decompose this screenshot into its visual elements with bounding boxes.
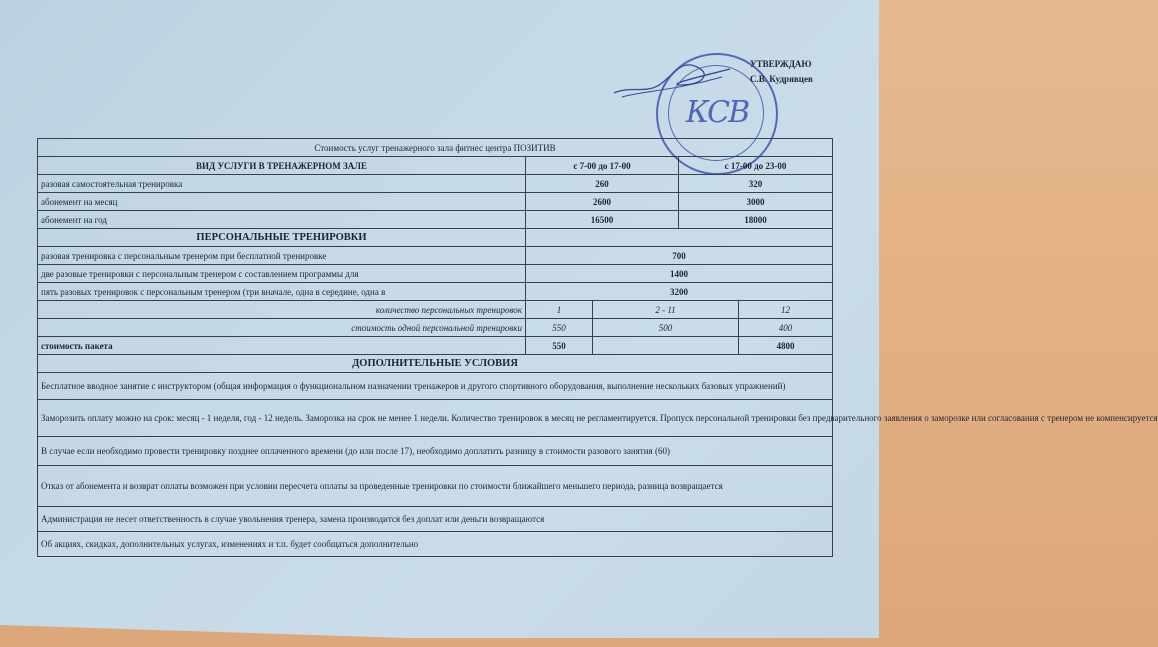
day-price: 2600 [526,193,679,211]
count-label: количество персональных тренировок [38,301,526,319]
table-row [38,337,833,355]
condition-row [38,437,833,466]
approval-signer: С.В. Кудрявцев [750,74,813,84]
section-row [38,229,833,247]
unit-price-value: 400 [739,319,833,337]
table-row [38,175,833,193]
approval-heading: УТВЕРЖДАЮ [750,59,812,69]
condition-text: Отказ от абонемента и возврат оплаты возможен при условии пересчета оплаты за проведенные тренировки по стоимости ближайшего меньшего периода, разница возвращается [38,466,833,507]
personal-section-title: ПЕРСОНАЛЬНЫЕ ТРЕНИРОВКИ [38,229,526,247]
unit-price-value: 500 [593,319,739,337]
count-value: 12 [739,301,833,319]
table-title: Стоимость услуг тренажерного зала фитнес центра ПОЗИТИВ [38,139,833,157]
package-value: 4800 [739,337,833,355]
condition-row [38,373,833,400]
header-service: ВИД УСЛУГИ В ТРЕНАЖЕРНОМ ЗАЛЕ [38,157,526,175]
condition-row [38,400,833,437]
evening-price: 18000 [679,211,833,229]
section-row [38,355,833,373]
count-value: 2 - 11 [593,301,739,319]
table-row [38,211,833,229]
service-name: абонемент на месяц [38,193,526,211]
price-table [37,138,1158,557]
condition-text: Бесплатное вводное занятие с инструктором (общая информация о функциональном назначении тренажеров и другого спортивного оборудования, выполнение нескольких базовых упражнений) [38,373,833,400]
service-name: пять разовых тренировок с персональным тренером (три вначале, одна в середине, одна в [38,283,526,301]
package-price: 3200 [526,283,833,301]
package-value [593,337,739,355]
table-row [38,301,833,319]
table-header-row [38,157,833,175]
condition-row [38,507,833,532]
header-day: с 7-00 до 17-00 [526,157,679,175]
unit-price-label: стоимость одной персональной тренировки [38,319,526,337]
service-name: разовая самостоятельная тренировка [38,175,526,193]
header-evening: с 17-00 до 23-00 [679,157,833,175]
count-value: 1 [526,301,593,319]
condition-row [38,466,833,507]
table-row [38,265,833,283]
table-row [38,193,833,211]
extra-section-title: ДОПОЛНИТЕЛЬНЫЕ УСЛОВИЯ [38,355,833,373]
condition-text: Администрация не несет ответственность в случае увольнения тренера, замена производится без доплат или деньги возвращаются [38,507,833,532]
package-value: 550 [526,337,593,355]
service-name: две разовые тренировки с персональным тренером с составлением программы для [38,265,526,283]
table-title-row [38,139,833,157]
day-price: 260 [526,175,679,193]
package-label: стоимость пакета [38,337,526,355]
day-price: 16500 [526,211,679,229]
table-row [38,319,833,337]
condition-row [38,532,833,557]
approval-block [750,57,813,87]
package-price: 1400 [526,265,833,283]
condition-text: В случае если необходимо провести тренировку позднее оплаченного времени (до или после 17), необходимо доплатить разницу в стоимости разового занятия (60) [38,437,833,466]
condition-text: Об акциях, скидках, дополнительных услугах, изменениях и т.п. будет сообщаться дополнительно [38,532,833,557]
stamp-monogram: КСВ [685,95,749,130]
condition-text: Заморозить оплату можно на срок: месяц - 1 неделя, год - 12 недель. Заморозка на срок не менее 1 недели. Количество тренировок в месяц не регламентируется. Пропуск персональной тренировки без предварительного заявления о заморозке или согласования с тренером не компенсируется [38,400,833,437]
evening-price: 320 [679,175,833,193]
evening-price: 3000 [679,193,833,211]
empty-cell [526,229,833,247]
table-row [38,283,833,301]
table-row [38,247,833,265]
service-name: абонемент на год [38,211,526,229]
unit-price-value: 550 [526,319,593,337]
package-price: 700 [526,247,833,265]
service-name: разовая тренировка с персональным тренером при бесплатной тренировке [38,247,526,265]
